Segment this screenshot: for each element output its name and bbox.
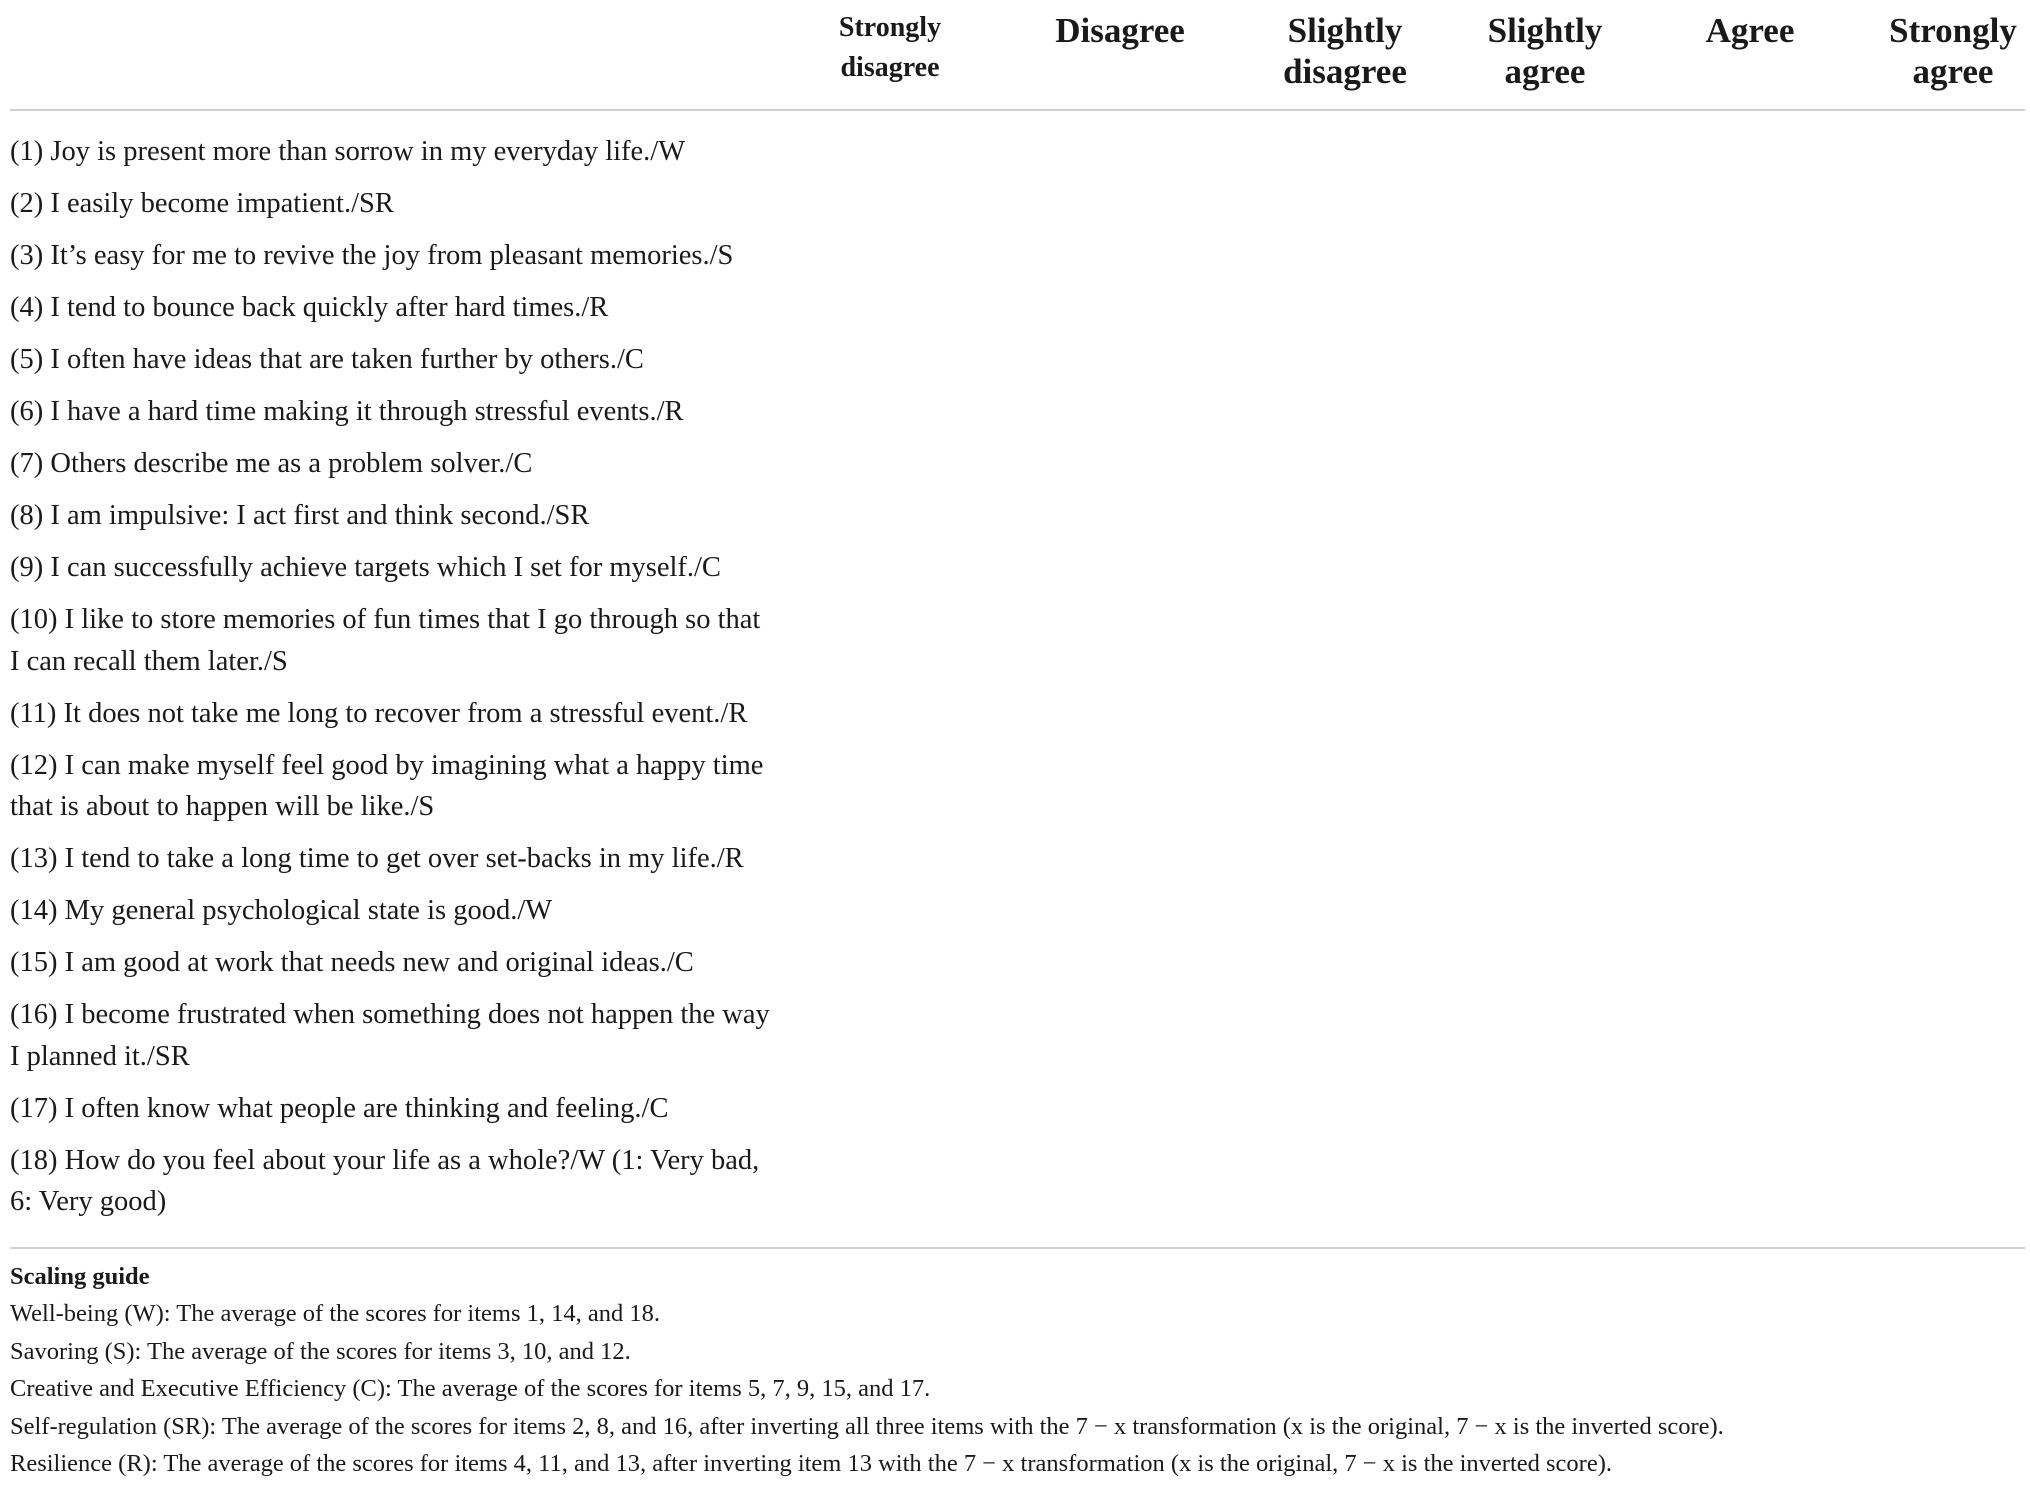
list-item: (8) I am impulsive: I act first and think second./SR xyxy=(10,500,590,531)
list-item: (18) How do you feel about your life as a whole?/W (1: Very bad, 6: Very good) xyxy=(10,1144,760,1217)
column-header-slightly-disagree: Slightly disagree xyxy=(1283,11,1407,91)
list-item: (5) I often have ideas that are taken further by others./C xyxy=(10,344,644,375)
scaling-guide-title: Scaling guide xyxy=(10,1263,150,1290)
column-header-strongly-agree: Strongly agree xyxy=(1889,11,2017,91)
column-header-agree: Agree xyxy=(1705,11,1795,50)
scaling-guide-line: Well-being (W): The average of the scores for items 1, 14, and 18. xyxy=(10,1300,661,1327)
list-item: (1) Joy is present more than sorrow in my everyday life./W xyxy=(10,136,686,167)
scaling-guide xyxy=(10,1259,2020,1483)
column-header-slightly-agree: Slightly agree xyxy=(1487,11,1603,91)
scaling-guide-line: Creative and Executive Efficiency (C): The average of the scores for items 5, 7, 9, 15, and 17. xyxy=(10,1375,931,1403)
list-item: (6) I have a hard time making it through stressful events./R xyxy=(10,396,684,427)
list-item: (13) I tend to take a long time to get over set-backs in my life./R xyxy=(10,843,744,874)
list-item: (7) Others describe me as a problem solver./C xyxy=(10,448,533,479)
scaling-guide-line: Resilience (R): The average of the scores for items 4, 11, and 13, after inverting item 13 with the 7 − x transformation (x is the original, 7 − x is the inverted score). xyxy=(10,1450,1612,1478)
list-item: (17) I often know what people are thinking and feeling./C xyxy=(10,1092,669,1124)
column-header-disagree: Disagree xyxy=(1055,11,1185,50)
list-item: (14) My general psychological state is good./W xyxy=(10,895,553,926)
footer-divider xyxy=(10,1247,2025,1249)
list-item: (9) I can successfully achieve targets which I set for myself./C xyxy=(10,552,721,583)
list-item: (15) I am good at work that needs new and original ideas./C xyxy=(10,947,694,978)
list-item: (16) I become frustrated when something does not happen the way I planned it./SR xyxy=(10,999,770,1072)
list-item: (12) I can make myself feel good by imagining what a happy time that is about to happen will be like./S xyxy=(10,749,764,822)
list-item: (3) It’s easy for me to revive the joy from pleasant memories./S xyxy=(10,240,734,271)
column-header-strongly-disagree: Strongly disagree xyxy=(838,12,942,83)
item-list xyxy=(10,131,770,1233)
scaling-guide-line: Self-regulation (SR): The average of the scores for items 2, 8, and 16, after inverting all three items with the 7 − x transformation (x is the original, 7 − x is the inverted score). xyxy=(10,1412,1724,1440)
list-item: (11) It does not take me long to recover from a stressful event./R xyxy=(10,697,748,729)
list-item: (10) I like to store memories of fun times that I go through so that I can recall them later./S xyxy=(10,604,761,677)
header-divider xyxy=(10,109,2025,111)
list-item: (4) I tend to bounce back quickly after hard times./R xyxy=(10,292,609,323)
list-item: (2) I easily become impatient./SR xyxy=(10,188,394,219)
scaling-guide-line: Savoring (S): The average of the scores for items 3, 10, and 12. xyxy=(10,1337,631,1365)
